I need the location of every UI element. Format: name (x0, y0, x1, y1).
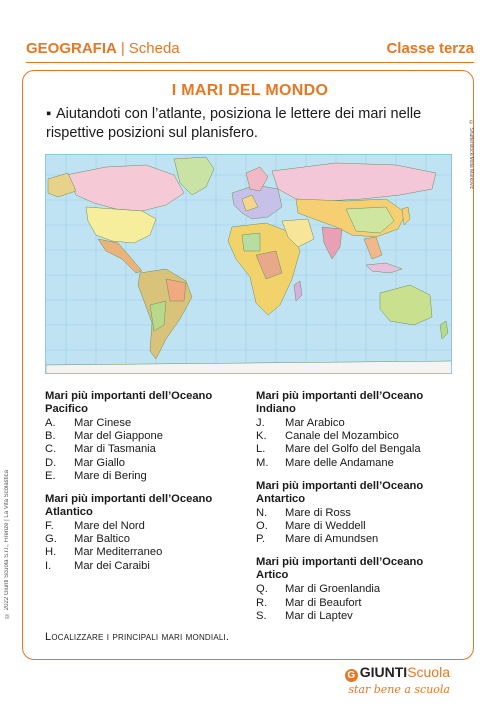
arctic-group (256, 556, 456, 623)
item-name: Mare del Nord (74, 520, 145, 533)
group-title: Mari più importanti dell’Oceano Antartico (256, 479, 424, 505)
subject-label: GEOGRAFIA (26, 40, 117, 57)
logo-brand-b: Scuola (407, 664, 450, 680)
list-item (256, 520, 456, 533)
list-item (45, 560, 245, 573)
item-letter: B. (45, 430, 56, 443)
list-item (45, 457, 245, 470)
list-item (256, 417, 456, 430)
group-title: Mari più importanti dell’Oceano Artico (256, 556, 424, 582)
page-title: I MARI DEL MONDO (171, 82, 329, 99)
list-item (256, 507, 456, 520)
group-title: Mari più importanti dell’Oceano Pacifico (45, 390, 213, 415)
item-name: Mar Arabico (285, 417, 345, 429)
list-item (256, 597, 456, 610)
item-letter: R. (256, 596, 268, 609)
bullet-icon: ▪ (46, 106, 52, 122)
item-name: Mar di Beaufort (285, 596, 362, 609)
item-name: Mar di Laptev (285, 609, 353, 622)
item-letter: Q. (256, 583, 268, 596)
map-credit: © Shutterstock/Mota Markovic (468, 120, 474, 190)
item-letter: I. (45, 559, 52, 572)
list-item (256, 443, 456, 456)
item-letter: E. (45, 469, 56, 482)
publisher-logo (340, 664, 450, 704)
item-name: Mare di Bering (74, 469, 147, 482)
group-title: Mari più importanti dell’Oceano Indiano (256, 390, 424, 415)
logo-brand-a: GIUNTI (359, 664, 408, 680)
item-name: Canale del Mozambico (285, 430, 399, 443)
grade-label: Classe terza (386, 40, 474, 57)
list-item (45, 443, 245, 456)
item-letter: F. (45, 520, 54, 533)
header-divider (26, 62, 474, 63)
item-letter: N. (256, 506, 268, 519)
header-left (26, 40, 180, 57)
item-letter: K. (256, 430, 267, 443)
page-header (26, 40, 474, 60)
item-name: Mare di Weddell (285, 520, 366, 533)
list-item (45, 533, 245, 546)
item-letter: C. (45, 443, 57, 456)
item-letter: O. (256, 520, 268, 533)
item-name: Mar di Groenlandia (285, 583, 381, 596)
antarctic-group (256, 480, 456, 547)
indian-group (256, 390, 456, 470)
item-name: Mare di Ross (285, 506, 351, 519)
world-map-image (46, 155, 452, 374)
item-letter: D. (45, 456, 57, 469)
item-name: Mar Cinese (74, 417, 132, 429)
item-letter: A. (45, 417, 56, 429)
item-letter: H. (45, 546, 57, 559)
list-item (45, 546, 245, 559)
list-item (45, 470, 245, 483)
item-name: Mare delle Andamane (285, 456, 394, 469)
logo-tagline: star bene a scuola (348, 683, 450, 696)
column-right (256, 390, 456, 633)
item-letter: P. (256, 533, 266, 546)
pacific-group (45, 390, 245, 483)
publisher-credit: © 2022 Giunti Scuola S.r.l., Firenze | La Vita Scolastica (4, 470, 10, 618)
item-name: Mar dei Caraibi (74, 559, 150, 572)
list-item (256, 583, 456, 596)
sheet-label: Scheda (128, 40, 180, 57)
world-map (45, 154, 452, 374)
learning-objective: Localizzare i principali mari mondiali. (45, 631, 230, 643)
item-name: Mar Mediterraneo (74, 546, 163, 559)
item-name: Mar Giallo (74, 456, 125, 469)
list-item (256, 430, 456, 443)
header-separator: | (120, 40, 125, 57)
instruction-text (46, 105, 466, 143)
item-letter: M. (256, 456, 269, 469)
item-letter: G. (45, 533, 57, 546)
atlantic-group (45, 493, 245, 573)
item-letter: L. (256, 443, 266, 456)
logo-wordmark (345, 664, 450, 682)
list-item (45, 430, 245, 443)
list-item (45, 417, 245, 430)
list-item (45, 520, 245, 533)
item-letter: J. (256, 417, 265, 429)
group-title: Mari più importanti dell’Oceano Atlantico (45, 493, 213, 519)
list-item (256, 457, 456, 470)
item-name: Mar di Tasmania (74, 443, 156, 456)
item-name: Mare del Golfo del Bengala (285, 443, 421, 456)
column-left (45, 390, 245, 583)
item-name: Mare di Amundsen (285, 533, 379, 546)
list-item (256, 533, 456, 546)
instruction-body: Aiutandoti con l’atlante, posiziona le lettere dei mari nelle rispettive posizioni sul planisfero. (46, 106, 422, 141)
item-name: Mar Baltico (74, 533, 130, 546)
list-item (256, 610, 456, 623)
item-letter: S. (256, 609, 267, 622)
logo-g-icon: G (345, 669, 358, 682)
item-name: Mar del Giappone (74, 430, 163, 443)
